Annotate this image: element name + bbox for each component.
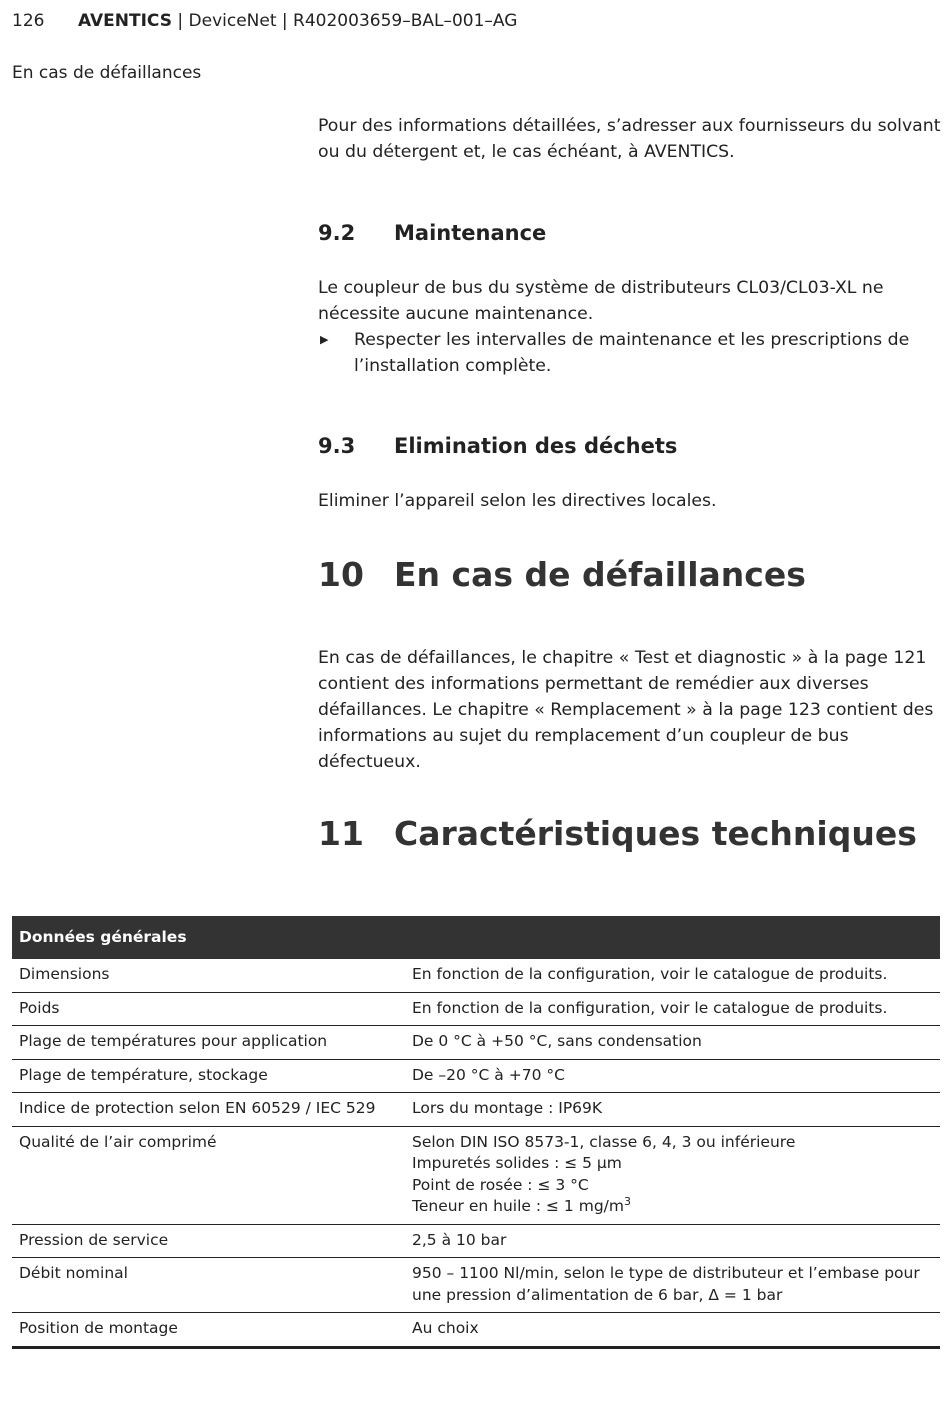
page-number: 126	[12, 11, 45, 31]
spec-key: Débit nominal	[12, 1258, 405, 1313]
spec-value-text: Point de rosée : ≤ 3 °C	[412, 1175, 589, 1194]
spec-value-line	[412, 1318, 933, 1340]
spec-value-text: Au choix	[412, 1319, 479, 1337]
spec-value-text: Impuretés solides : ≤ 5 μm	[412, 1154, 622, 1172]
unit-superscript: 3	[623, 1194, 631, 1208]
chapter-heading	[318, 555, 942, 594]
running-title: En cas de défaillances	[12, 63, 202, 83]
spec-value-line	[412, 1031, 933, 1053]
table-row	[12, 1313, 940, 1348]
spec-value-text: Lors du montage : IP69K	[412, 1099, 603, 1117]
spec-key: Position de montage	[12, 1313, 405, 1348]
table-row	[12, 1126, 940, 1224]
spec-value	[405, 1224, 940, 1258]
document-id: R402003659–BAL–001–AG	[293, 11, 518, 31]
spec-value-line	[412, 1196, 933, 1218]
spec-value-text: 2,5 à 10 bar	[412, 1230, 507, 1249]
spec-value-text: De –20 °C à +70 °C	[412, 1065, 565, 1084]
spec-key: Poids	[12, 992, 405, 1026]
table-header-row	[12, 916, 940, 959]
bullet-triangle-icon: ▶	[320, 333, 329, 346]
spec-value	[405, 992, 940, 1026]
spec-value	[405, 1313, 940, 1348]
spec-value	[405, 1059, 940, 1093]
spec-value-line	[412, 964, 933, 986]
failures-paragraph: En cas de défaillances, le chapitre « Test et diagnostic » à la page 121 contient des informations permettant de remédier aux diverses défaillances. Le chapitre « Remplacement » à la page 123 contient des informations au sujet du remplacement d’un coupleur de bus défectueux.	[318, 648, 934, 772]
specifications-table	[12, 916, 940, 1349]
spec-key: Qualité de l’air comprimé	[12, 1126, 405, 1224]
disposal-paragraph: Eliminer l’appareil selon les directives locales.	[318, 491, 717, 511]
table-row	[12, 1224, 940, 1258]
table-row	[12, 1258, 940, 1313]
section-heading	[318, 221, 942, 245]
spec-value-text: De 0 °C à +50 °C, sans condensation	[412, 1032, 702, 1050]
header-separator: |	[171, 11, 189, 31]
table-row	[12, 959, 940, 992]
header-separator: |	[276, 11, 294, 31]
section-9-3	[318, 434, 942, 458]
section-number: 9.3	[318, 434, 356, 458]
section-number: 9.2	[318, 221, 356, 245]
spec-key: Plage de températures pour application	[12, 1026, 405, 1060]
maintenance-paragraph: Le coupleur de bus du système de distributeurs CL03/CL03-XL ne nécessite aucune maintenance.	[318, 278, 884, 324]
spec-value-line	[412, 1065, 933, 1087]
spec-value-text: En fonction de la configuration, voir le catalogue de produits.	[412, 998, 888, 1017]
spec-value	[405, 1126, 940, 1224]
page-header	[12, 11, 517, 31]
chapter-number: 11	[318, 814, 364, 853]
spec-value	[405, 1026, 940, 1060]
table-body	[12, 959, 940, 1347]
brand-name: AVENTICS	[78, 11, 172, 31]
chapter-number: 10	[318, 555, 364, 594]
spec-value-line	[412, 1175, 933, 1197]
bullet-text: Respecter les intervalles de maintenance et les prescriptions de l’installation complète.	[354, 330, 910, 376]
chapter-heading	[318, 814, 942, 853]
spec-value	[405, 1093, 940, 1127]
table-header: Données générales	[12, 916, 940, 959]
table-row	[12, 1026, 940, 1060]
spec-value-line	[412, 1230, 933, 1252]
spec-value-text: 950 – 1100 Nl/min, selon le type de distributeur et l’embase pour une pression d’alimentation de 6 bar, Δ = 1 bar	[412, 1264, 920, 1304]
table-row	[12, 1093, 940, 1127]
spec-value-line	[412, 1132, 933, 1154]
intro-block	[318, 113, 942, 165]
spec-key: Dimensions	[12, 959, 405, 992]
spec-value-text: Teneur en huile : ≤ 1 mg/m	[412, 1197, 624, 1215]
spec-value-line	[412, 998, 933, 1020]
product-name: DeviceNet	[188, 11, 277, 31]
section-title: Maintenance	[394, 221, 547, 245]
table-row	[12, 992, 940, 1026]
chapter-10-body	[318, 645, 942, 775]
spec-value-line	[412, 1263, 933, 1306]
spec-value-text: Selon DIN ISO 8573-1, classe 6, 4, 3 ou inférieure	[412, 1132, 796, 1151]
section-title: Elimination des déchets	[394, 434, 678, 458]
maintenance-bullet	[318, 327, 942, 379]
spec-value-line	[412, 1098, 933, 1120]
section-heading	[318, 434, 942, 458]
chapter-10	[318, 555, 942, 594]
section-9-2	[318, 221, 942, 245]
spec-value	[405, 959, 940, 992]
spec-key: Indice de protection selon EN 60529 / IEC 529	[12, 1093, 405, 1127]
section-9-2-body	[318, 275, 942, 379]
spec-value-text: En fonction de la configuration, voir le catalogue de produits.	[412, 965, 888, 983]
intro-paragraph: Pour des informations détaillées, s’adresser aux fournisseurs du solvant ou du détergent et, le cas échéant, à AVENTICS.	[318, 116, 941, 162]
chapter-title: En cas de défaillances	[394, 555, 806, 594]
spec-key: Plage de température, stockage	[12, 1059, 405, 1093]
chapter-11	[318, 814, 942, 853]
spec-key: Pression de service	[12, 1224, 405, 1258]
spec-value-line	[412, 1153, 933, 1175]
section-9-3-body	[318, 488, 942, 514]
spec-value	[405, 1258, 940, 1313]
chapter-title: Caractéristiques techniques	[394, 814, 917, 853]
table-row	[12, 1059, 940, 1093]
